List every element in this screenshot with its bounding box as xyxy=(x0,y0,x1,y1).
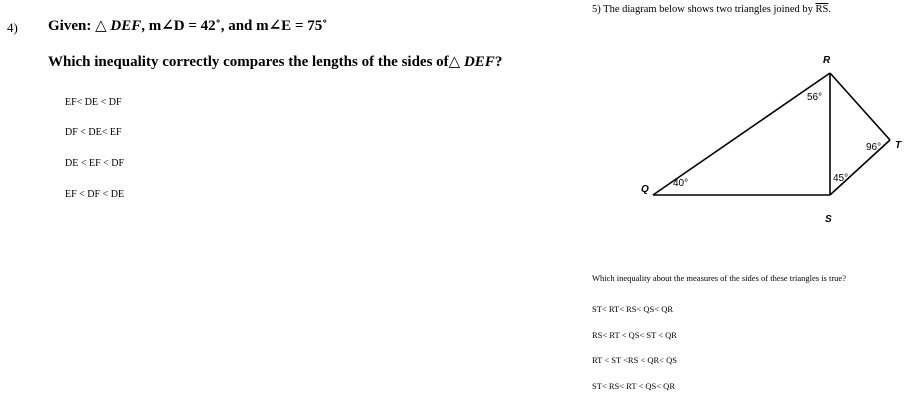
question-4-option[interactable]: DE < EF < DF xyxy=(65,158,125,169)
question-5-prompt: Which inequality about the measures of the sides of these triangles is true? xyxy=(592,273,846,283)
segment-rt xyxy=(830,73,890,140)
angle-e-text: , and m∠E = 75˚ xyxy=(220,18,328,34)
question-5-header-prefix: 5) The diagram below shows two triangles joined by xyxy=(592,4,813,15)
question-4-number: 4) xyxy=(7,20,18,35)
segment-qr xyxy=(653,73,830,195)
question-4-prompt: Which inequality correctly compares the lengths of the sides of△ DEF? xyxy=(48,54,503,70)
angle-t-label: 96° xyxy=(866,142,882,153)
question-4-prefix: Which inequality correctly compares the lengths of the sides of xyxy=(48,54,449,70)
vertex-t-label: T xyxy=(895,140,902,151)
angle-q-label: 40° xyxy=(673,178,689,189)
vertex-s-label: S xyxy=(825,214,832,225)
triangle-symbol: △ xyxy=(95,18,107,34)
question-4-option[interactable]: EF < DF < DE xyxy=(65,189,125,200)
question-4-option[interactable]: DF < DE< EF xyxy=(65,127,122,138)
question-4-option[interactable]: EF< DE < DF xyxy=(65,97,122,108)
question-5-option[interactable]: RS< RT < QS< ST < QR xyxy=(592,330,677,340)
question-5-header-suffix: . xyxy=(828,4,831,15)
triangle-name: DEF xyxy=(463,54,495,70)
given-prefix: Given: xyxy=(48,18,92,34)
question-5-option[interactable]: RT < ST <RS < QR< QS xyxy=(592,355,677,365)
vertex-r-label: R xyxy=(823,55,831,66)
angle-s-label: 45° xyxy=(833,173,849,184)
angle-d-text: , m∠D = 42˚ xyxy=(141,18,221,34)
vertex-q-label: Q xyxy=(641,184,649,195)
angle-r-label: 56° xyxy=(807,92,823,103)
question-5-option[interactable]: ST< RS< RT < QS< QR xyxy=(592,381,675,391)
segment-rs-label: $\overline{RS}$ xyxy=(815,4,829,15)
triangle-name: DEF xyxy=(110,18,142,34)
question-5-option[interactable]: ST< RT< RS< QS< QR xyxy=(592,304,674,314)
triangle-symbol: △ xyxy=(448,54,461,70)
